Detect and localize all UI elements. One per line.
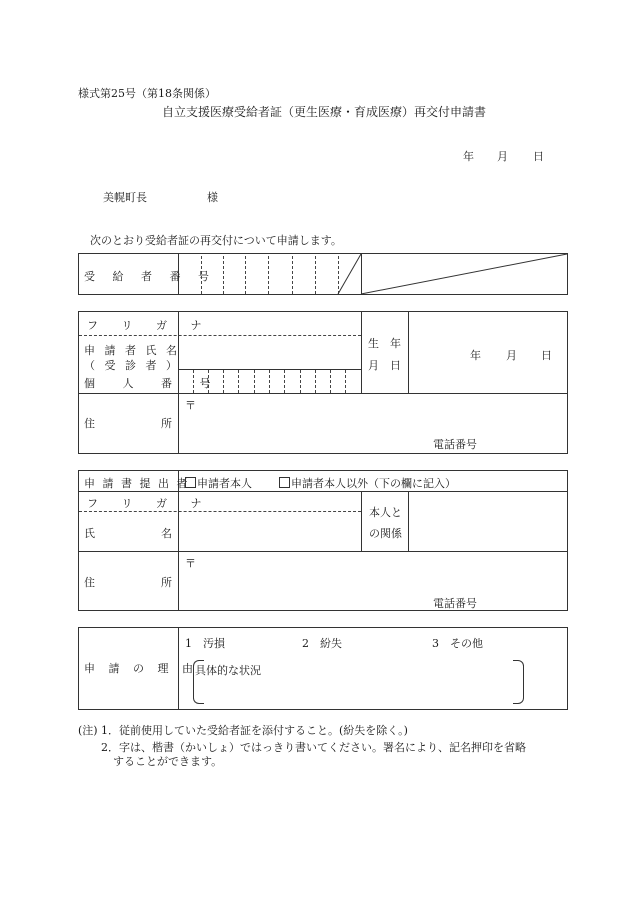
submitter-name-label: 氏 (84, 527, 95, 540)
submitter-address-field[interactable] (179, 552, 567, 610)
submitter-label: 申 請 書 提 出 者 (84, 477, 190, 490)
intro-text: 次のとおり受給者証の再交付について申請します。 (90, 234, 342, 247)
submitter-postal-mark: 〒 (185, 557, 196, 570)
applicant-phone-label: 電話番号 (433, 438, 477, 451)
option-self[interactable]: 申請者本人 (185, 475, 252, 491)
reason-option-2[interactable]: 2 紛失 (302, 637, 342, 650)
submitter-name-field[interactable] (179, 512, 361, 551)
reason-option-3[interactable]: 3 その他 (432, 637, 483, 650)
date-month-label: 月 (497, 150, 508, 163)
applicant-name-label: 申 請 者 氏 名 (84, 344, 180, 357)
date-day-label: 日 (533, 150, 544, 163)
addressee-honorific: 様 (207, 191, 218, 204)
reason-option-1[interactable]: 1 汚損 (185, 637, 225, 650)
details-close-bracket (513, 660, 524, 704)
submitter-furigana-field[interactable] (179, 492, 361, 511)
applicant-furigana-field[interactable] (179, 312, 361, 335)
relation-label-2: の関係 (369, 527, 402, 540)
applicant-name-field[interactable] (179, 336, 361, 369)
form-title: 自立支援医療受給者証（更生医療・育成医療）再交付申請書 (162, 105, 487, 119)
applicant-address-label: 住 (84, 417, 95, 430)
applicant-address-field[interactable] (179, 394, 567, 453)
note-1: 1．従前使用していた受給者証を添付すること。(紛失を除く。) (101, 724, 408, 737)
addressee-name: 美幌町長 (103, 191, 147, 204)
details-field[interactable] (205, 676, 510, 702)
recipient-number-label: 受 給 者 番 号 (84, 270, 216, 283)
personal-number-label: 個 人 番 号 (84, 377, 223, 390)
option-other[interactable]: 申請者本人以外（下の欄に記入） (279, 475, 456, 491)
applicant-furigana-label: フ リ ガ ナ (87, 319, 212, 332)
note-2-line-1: 2．字は、楷書（かいしょ）ではっきり書いてください。署名により、記名押印を省略 (101, 741, 526, 754)
relation-field[interactable] (409, 492, 567, 551)
applicant-address-label-2: 所 (161, 417, 172, 430)
notes-prefix: (注) (78, 724, 98, 737)
checkbox-icon (279, 477, 290, 488)
relation-label-1: 本人と (369, 506, 402, 519)
applicant-patient-label: （ 受 診 者 ） (84, 359, 180, 372)
submitter-address-label-2: 所 (161, 576, 172, 589)
submitter-address-label: 住 (84, 576, 95, 589)
form-number: 様式第25号（第18条関係） (78, 87, 216, 100)
note-2-line-2: することができます。 (113, 755, 223, 768)
birth-year-label: 年 (470, 349, 481, 362)
date-year-label: 年 (463, 150, 474, 163)
checkbox-icon (185, 477, 196, 488)
submitter-furigana-label: フ リ ガ ナ (87, 497, 212, 510)
applicant-postal-mark: 〒 (185, 399, 196, 412)
birth-label-2: 月 日 (368, 359, 401, 372)
submitter-name-label-2: 名 (161, 527, 172, 540)
birth-month-label: 月 (506, 349, 517, 362)
birth-label-1: 生 年 (368, 337, 401, 350)
birth-day-label: 日 (541, 349, 552, 362)
reason-label: 申 請 の 理 由 (84, 662, 198, 675)
personal-number-field[interactable] (179, 370, 361, 393)
details-label: 具体的な状況 (195, 664, 261, 677)
submitter-phone-label: 電話番号 (433, 597, 477, 610)
birth-date-field[interactable] (409, 312, 567, 393)
